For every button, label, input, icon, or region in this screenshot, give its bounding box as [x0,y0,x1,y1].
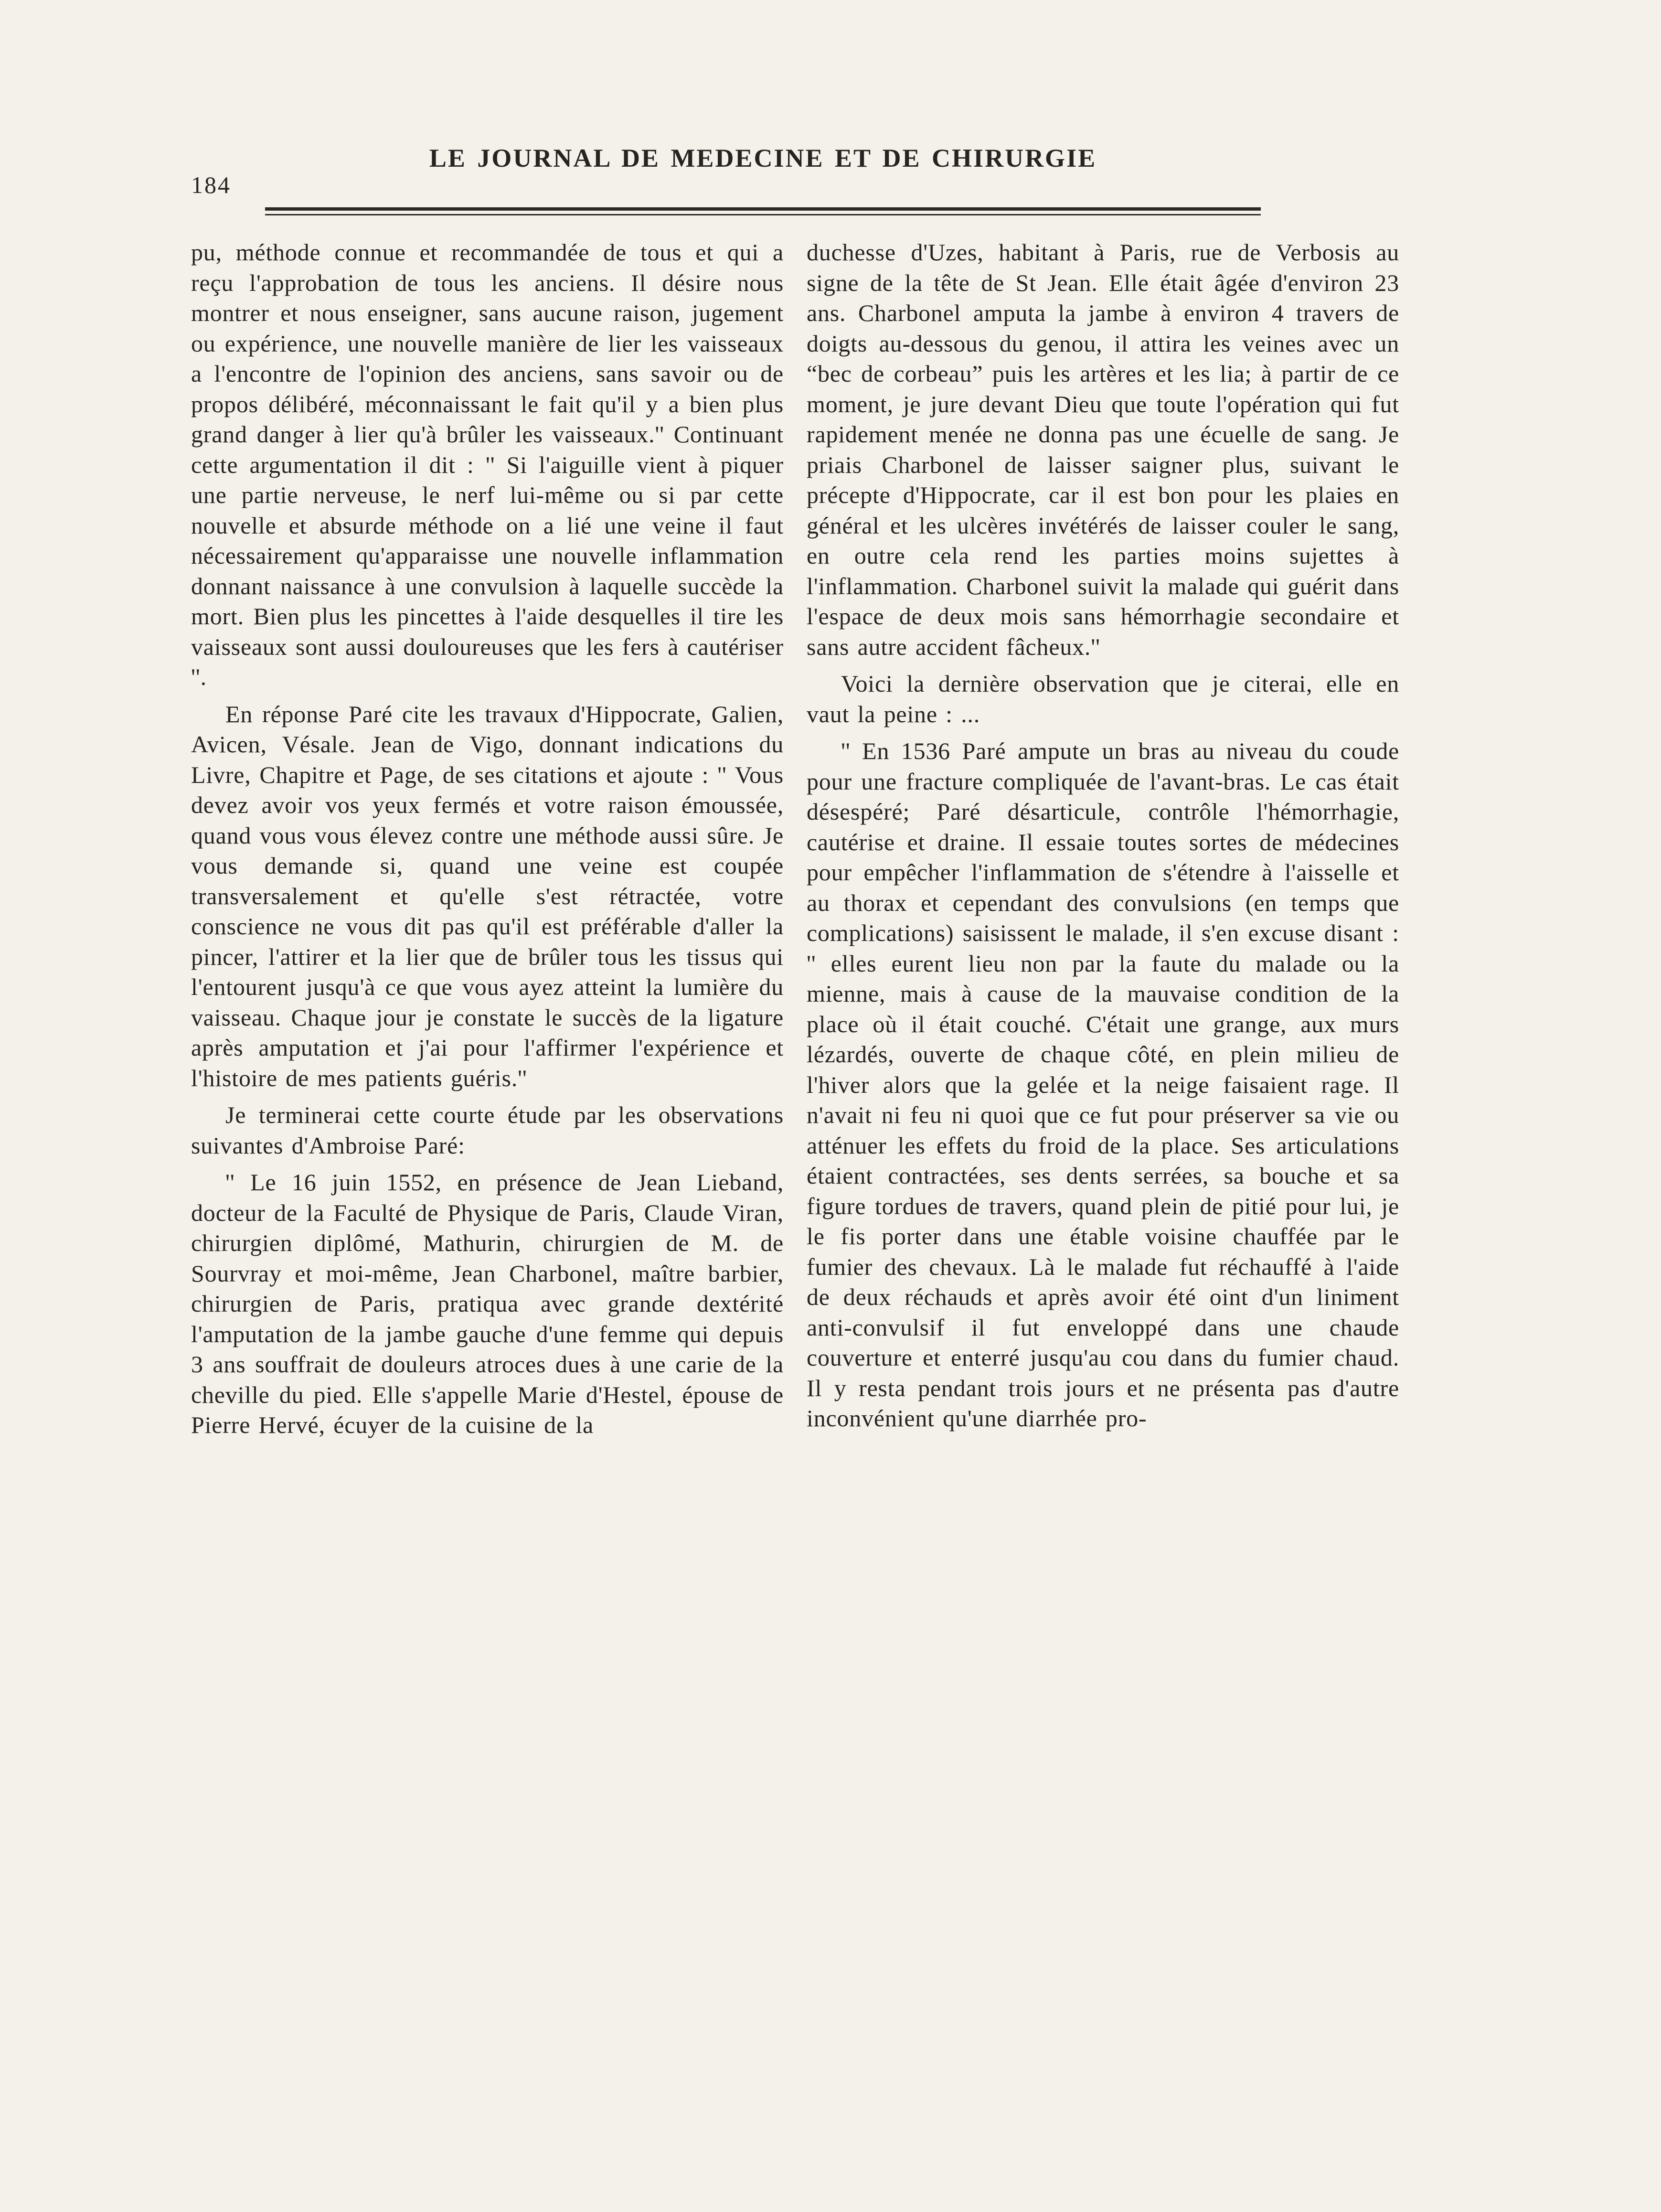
paragraph-continuation: pu, méthode connue et recommandée de tous et qui a reçu l'approbation de tous les anciens. Il désire nous montrer et nous enseigner, sans aucune raison, jugement ou expérience, une nouvelle manière de lier les vaisseaux a l'encontre de l'opinion des anciens, sans savoir ou de propos délibéré, méconnaissant le fait qu'il y a bien plus grand danger à lier qu'à brûler les vaisseaux.'' Continuant cette argumentation il dit : '' Si l'aiguille vient à piquer une partie nerveuse, le nerf lui-même ou si par cette nouvelle et absurde méthode on a lié une veine il faut nécessairement qu'apparaisse une nouvelle inflammation donnant naissance à une convulsion à laquelle succède la mort. Bien plus les pincettes à l'aide desquelles il tire les vaisseaux sont aussi douloureuses que les fers à cautériser ''. [191,239,784,690]
paragraph: Voici la dernière observation que je citerai, elle en vaut la peine : ... [807,670,1399,727]
paragraph-continuation: duchesse d'Uzes, habitant à Paris, rue de Verbosis au signe de la tête de St Jean. Elle était âgée d'environ 23 ans. Charbonel amputa la jambe à environ 4 travers de doigts au-dessous du genou, il attira les veines avec un “bec de corbeau” puis les artères et les lia; à partir de ce moment, je jure devant Dieu que toute l'opération qui fut rapidement menée ne donna pas une écuelle de sang. Je priais Charbonel de laisser saigner plus, suivant le précepte d'Hippocrate, car il est bon pour les plaies en général et les ulcères invétérés de laisser couler le sang, en outre cela rend les parties moins sujettes à l'inflammation. Charbonel suivit la malade qui guérit dans l'espace de deux mois sans hémorrhagie secondaire et sans autre accident fâcheux.'' [807,239,1399,660]
right-column [807,237,1399,1447]
paragraph: Je terminerai cette courte étude par les observations suivantes d'Ambroise Paré: [191,1101,784,1159]
page-number: 184 [191,171,231,198]
paragraph: En réponse Paré cite les travaux d'Hippocrate, Galien, Avicen, Vésale. Jean de Vigo, donnant indications du Livre, Chapitre et Page, de ses citations et ajoute : '' Vous devez avoir vos yeux fermés et votre raison émoussée, quand vous vous élevez contre une méthode aussi sûre. Je vous demande si, quand une veine est coupée transversalement et qu'elle s'est rétractée, votre conscience ne vous dit pas qu'il est préférable d'aller la pincer, l'attirer et la lier que de brûler tous les tissus qui l'entourent jusqu'à ce que vous ayez atteint la lumière du vaisseau. Chaque jour je constate le succès de la ligature après amputation et j'ai pour l'affirmer l'expérience et l'histoire de mes patients guéris.'' [191,700,784,1091]
journal-title: LE JOURNAL DE MEDECINE ET DE CHIRURGIE [429,144,1097,172]
header-rule [265,207,1261,215]
page-header [191,143,1399,201]
article-body [191,237,1399,1447]
paragraph-observation-1536: '' En 1536 Paré ampute un bras au niveau du coude pour une fracture compliquée de l'avant-bras. Le cas était désespéré; Paré désarticule, contrôle l'hémorrhagie, cautérise et draine. Il essaie toutes sortes de médecines pour empêcher l'inflammation de s'étendre à l'aisselle et au thorax et cependant des convulsions (en temps que complications) saisissent le malade, il s'en excuse disant : '' elles eurent lieu non par la faute du malade ou la mienne, mais à cause de la mauvaise condition de la place où il était couché. C'était une grange, aux murs lézardés, ouverte de chaque côté, en plein milieu de l'hiver alors que la gelée et la neige faisaient rage. Il n'avait ni feu ni quoi que ce fut pour préserver sa vie ou atténuer les effets du froid de la place. Ses articulations étaient contractées, ses dents serrées, sa bouche et sa figure tordues de travers, quand plein de pitié pour lui, je le fis porter dans une étable voisine chauffée par le fumier des chevaux. Là le malade fut réchauffé à l'aide de deux réchauds et après avoir été oint d'un liniment anti-convulsif il fut enveloppé dans une chaude couverture et enterré jusqu'au cou dans du fumier chaud. Il y resta pendant trois jours et ne présenta pas d'autre inconvénient qu'une diarrhée pro- [807,737,1399,1432]
left-column [191,237,784,1447]
paragraph-observation-1552: '' Le 16 juin 1552, en présence de Jean Lieband, docteur de la Faculté de Physique de Paris, Claude Viran, chirurgien diplômé, Mathurin, chirurgien de M. de Sourvray et moi-même, Jean Charbonel, maître barbier, chirurgien de Paris, pratiqua avec grande dextérité l'amputation de la jambe gauche d'une femme qui depuis 3 ans souffrait de douleurs atroces dues à une carie de la cheville du pied. Elle s'appelle Marie d'Hestel, épouse de Pierre Hervé, écuyer de la cuisine de la [191,1169,784,1438]
